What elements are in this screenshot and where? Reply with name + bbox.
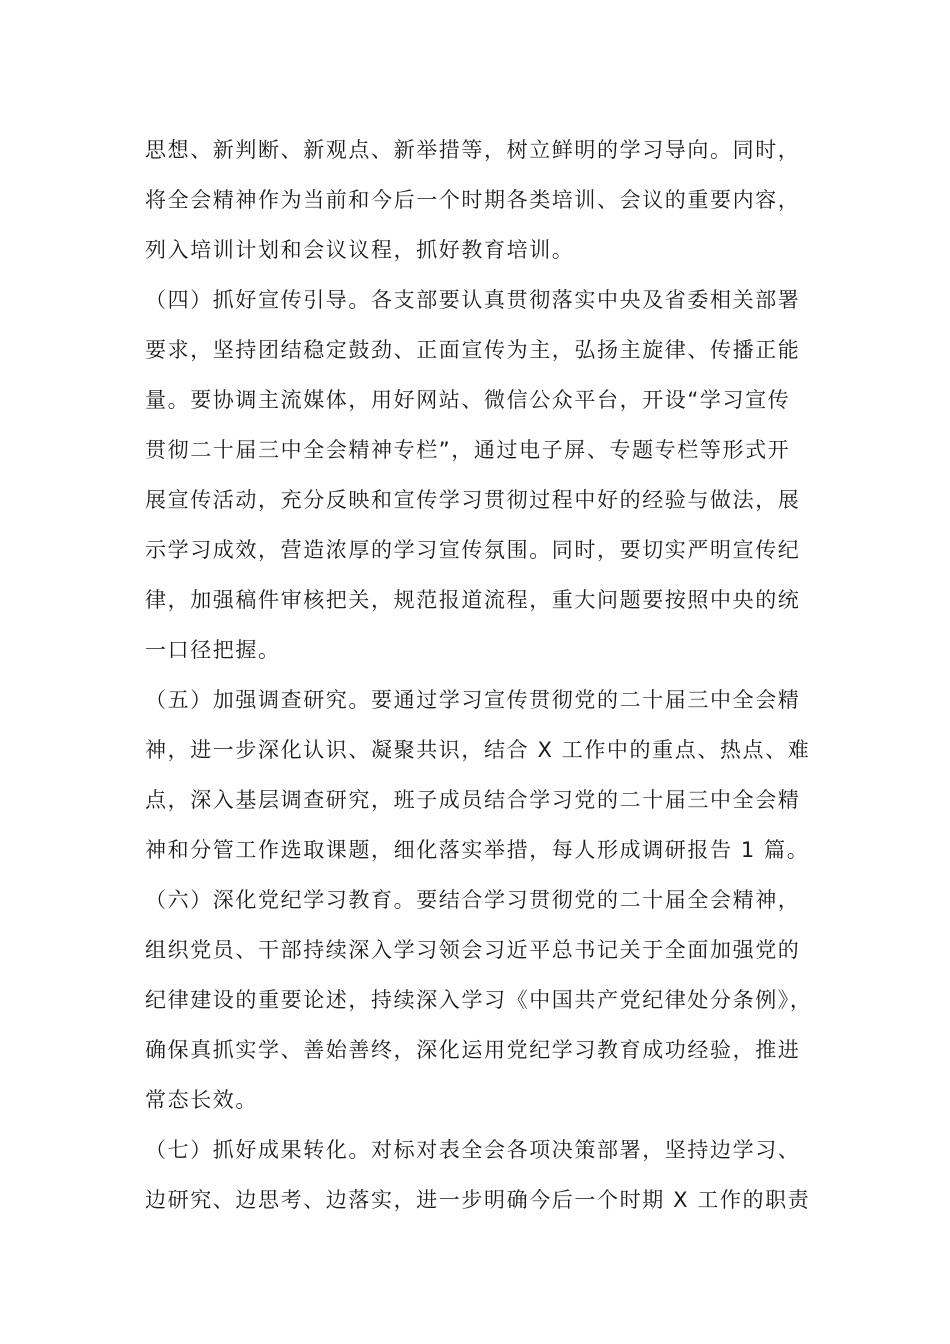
text-line: 点，深入基层调查研究，班子成员结合学习党的二十届三中全会精: [145, 788, 801, 812]
text-line: 确保真抓实学、善始善终，深化运用党纪学习教育成功经验，推进: [145, 1038, 801, 1062]
paragraph-heading-4: （四）抓好宣传引导。各支部要认真贯彻落实中央及省委相关部署: [145, 288, 801, 312]
text-line: 列入培训计划和会议议程，抓好教育培训。: [145, 238, 575, 262]
text-line: 量。要协调主流媒体，用好网站、微信公众平台，开设“学习宣传: [145, 388, 791, 412]
text-line: 纪律建设的重要论述，持续深入学习《中国共产党纪律处分条例》，: [145, 988, 813, 1012]
text-line: 律，加强稿件审核把关，规范报道流程，重大问题要按照中央的统: [145, 588, 801, 612]
text-line: 展宣传活动，充分反映和宣传学习贯彻过程中好的经验与做法，展: [145, 488, 801, 512]
text-line: 示学习成效，营造浓厚的学习宣传氛围。同时，要切实严明宣传纪: [145, 538, 801, 562]
text-line: 神，进一步深化认识、凝聚共识，结合 X 工作中的重点、热点、难: [145, 738, 811, 762]
paragraph-heading-6: （六）深化党纪学习教育。要结合学习贯彻党的二十届全会精神，: [145, 888, 801, 912]
text-line: 要求，坚持团结稳定鼓劲、正面宣传为主，弘扬主旋律、传播正能: [145, 338, 801, 362]
paragraph-heading-7: （七）抓好成果转化。对标对表全会各项决策部署，坚持边学习、: [145, 1138, 801, 1162]
text-line: 将全会精神作为当前和今后一个时期各类培训、会议的重要内容，: [145, 188, 801, 212]
text-line: 思想、新判断、新观点、新举措等，树立鲜明的学习导向。同时，: [145, 138, 801, 162]
text-line: 常态长效。: [145, 1088, 258, 1112]
text-line: 贯彻二十届三中全会精神专栏”，通过电子屏、专题专栏等形式开: [145, 438, 791, 462]
text-line: 神和分管工作选取课题，细化落实举措，每人形成调研报告 1 篇。: [145, 838, 810, 862]
text-line: 边研究、边思考、边落实，进一步明确今后一个时期 X 工作的职责: [145, 1188, 811, 1212]
text-line: 组织党员、干部持续深入学习领会习近平总书记关于全面加强党的: [145, 938, 801, 962]
text-line: 一口径把握。: [145, 638, 281, 662]
paragraph-heading-5: （五）加强调查研究。要通过学习宣传贯彻党的二十届三中全会精: [145, 688, 801, 712]
